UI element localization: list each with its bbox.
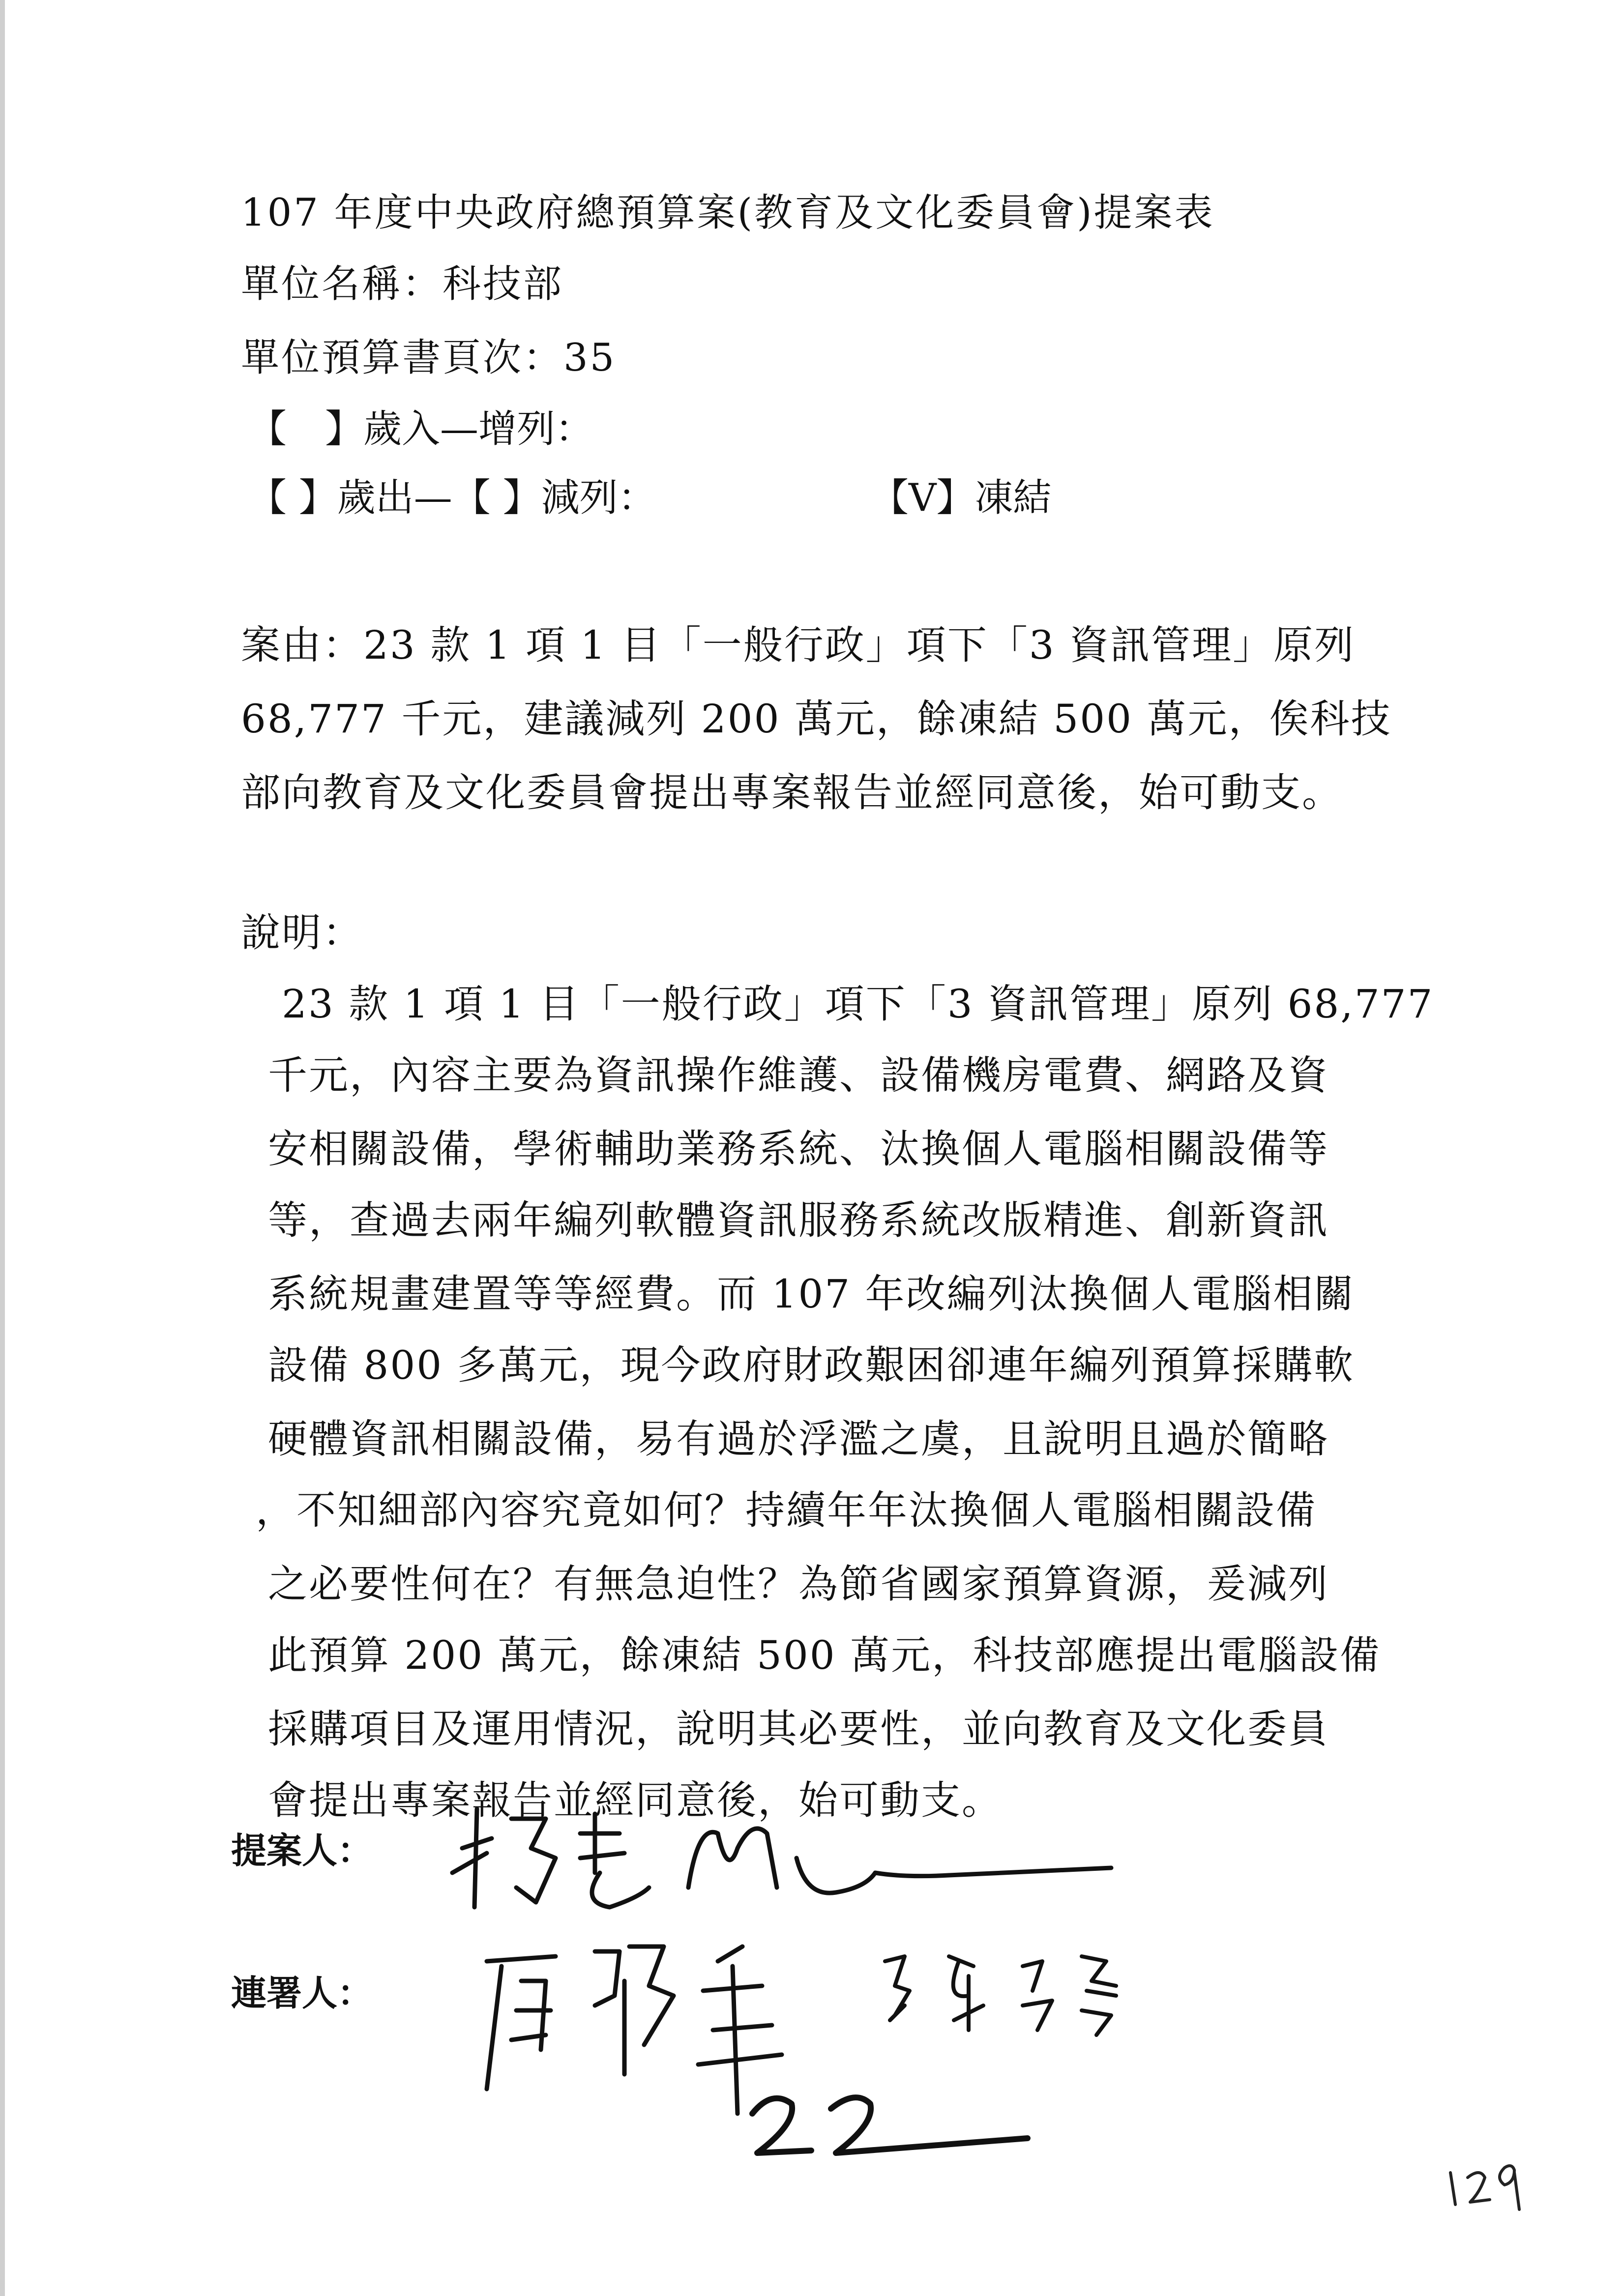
cosigner-signature-2 bbox=[875, 1947, 1195, 2045]
option-revenue-increase: 【 】歲入—增列： bbox=[248, 407, 594, 451]
explanation-line: 等，查過去兩年編列軟體資訊服務系統改版精進、創新資訊 bbox=[268, 1197, 1329, 1243]
proposal-line: 68,777 千元，建議減列 200 萬元，餘凍結 500 萬元，俟科技 bbox=[241, 696, 1392, 742]
option-freeze-checked: 【V】凍結 bbox=[870, 476, 1052, 520]
explanation-line: 採購項目及運用情況，說明其必要性，並向教育及文化委員 bbox=[268, 1706, 1329, 1752]
budget-page-number: 單位預算書頁次：35 bbox=[241, 336, 617, 380]
explanation-label: 說明： bbox=[241, 910, 363, 956]
explanation-line: 系統規畫建置等等經費。而 107 年改編列汰換個人電腦相關 bbox=[268, 1271, 1355, 1317]
explanation-line: 千元，內容主要為資訊操作維護、設備機房電費、網路及資 bbox=[268, 1052, 1329, 1098]
proposal-line: 部向教育及文化委員會提出專案報告並經同意後，始可動支。 bbox=[241, 770, 1343, 815]
explanation-line: 會提出專案報告並經同意後，始可動支。 bbox=[268, 1777, 1003, 1823]
cosigner-number-22 bbox=[738, 2079, 1042, 2168]
explanation-line: ，不知細部內容究竟如何？持續年年汰換個人電腦相關設備 bbox=[256, 1487, 1317, 1533]
explanation-line: 之必要性何在？有無急迫性？為節省國家預算資源，爰減列 bbox=[268, 1561, 1329, 1607]
explanation-line: 安相關設備，學術輔助業務系統、汰換個人電腦相關設備等 bbox=[268, 1126, 1329, 1172]
form-title: 107 年度中央政府總預算案(教育及文化委員會)提案表 bbox=[241, 191, 1215, 235]
proposer-signature bbox=[433, 1789, 1146, 1937]
option-expenditure-cut: 【 】歲出—【 】減列： bbox=[248, 476, 656, 520]
explanation-line: 此預算 200 萬元，餘凍結 500 萬元，科技部應提出電腦設備 bbox=[268, 1632, 1381, 1678]
handwritten-page-number bbox=[1441, 2148, 1529, 2217]
proposal-line: 案由：23 款 1 項 1 目「一般行政」項下「3 資訊管理」原列 bbox=[241, 622, 1356, 668]
unit-name: 單位名稱：科技部 bbox=[241, 262, 564, 306]
explanation-line: 23 款 1 項 1 目「一般行政」項下「3 資訊管理」原列 68,777 bbox=[241, 981, 1434, 1027]
explanation-line: 設備 800 多萬元，現今政府財政艱困卻連年編列預算採購軟 bbox=[268, 1342, 1355, 1388]
proposer-label: 提案人： bbox=[231, 1830, 373, 1871]
explanation-line: 硬體資訊相關設備，易有過於浮濫之虞，且說明且過於簡略 bbox=[268, 1416, 1329, 1462]
cosigner-label: 連署人： bbox=[231, 1973, 373, 2014]
